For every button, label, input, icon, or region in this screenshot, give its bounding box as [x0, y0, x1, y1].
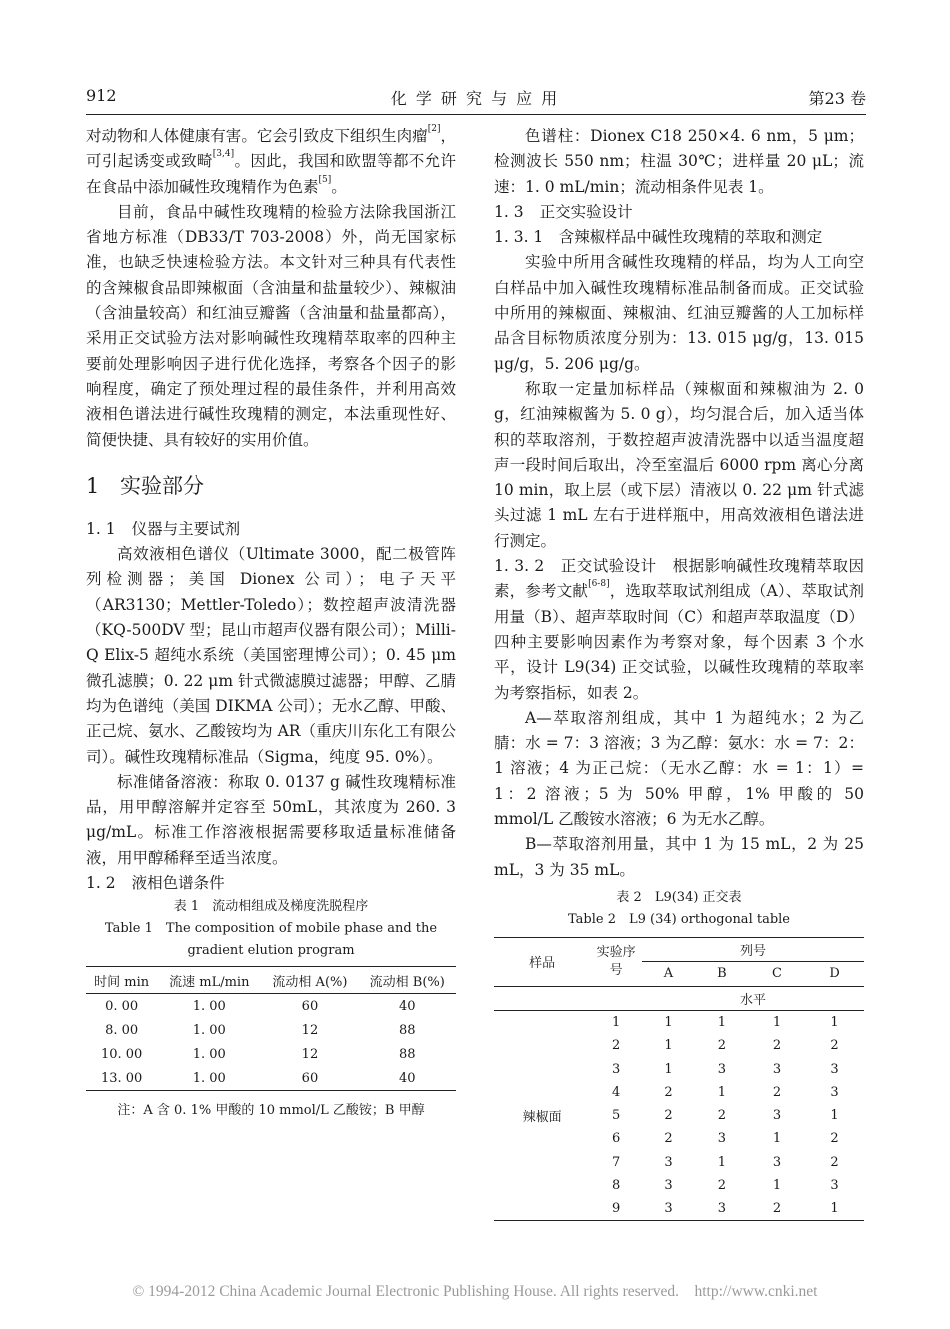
section-heading-1-2: 1. 2 液相色谱条件 — [86, 874, 225, 893]
table2-header-exp: 实验序号 — [590, 937, 642, 986]
table2-header-cols: 列号 — [642, 937, 864, 961]
table-cell: 3 — [717, 1131, 727, 1147]
table2-caption-en: Table 2 L9 (34) orthogonal table — [567, 911, 791, 927]
table-row — [494, 1010, 864, 1034]
table-cell: 9 — [611, 1201, 621, 1217]
table-cell: 3 — [717, 1201, 727, 1217]
table-cell: 1 — [772, 1014, 782, 1030]
table-cell: 2 — [664, 1084, 673, 1100]
header-rule — [86, 114, 866, 115]
table-cell: 40 — [399, 998, 416, 1014]
table-cell: 1 — [611, 1014, 621, 1030]
table-cell: 3 — [664, 1178, 673, 1194]
table-cell: 1 — [772, 1131, 782, 1147]
sample-prep-paragraph: 实验中所用含碱性玫瑰精的样品，均为人工向空白样品中加入碱性玫瑰精标准品制备而成。正交试验中所用的辣椒面、辣椒油、红油豆瓣酱的人工加标样品含目标物质浓度分别为：13. 015 μg/g，13. 015 μg/g，5. 206 μg/g。 — [494, 253, 864, 373]
table-row — [86, 994, 456, 1019]
table-cell: 3 — [611, 1061, 621, 1077]
table-cell: 13. 00 — [100, 1070, 143, 1086]
table-cell: 1 — [664, 1038, 673, 1054]
orthogonal-design-paragraph: 1. 3. 2 正交试验设计 根据影响碱性玫瑰精萃取因素，参考文献[6-8]，选取萃取试剂组成（A）、萃取试剂用量（B）、超声萃取时间（C）和超声萃取温度（D）四种主要影响因素作为考察对象，每个因素 3 个水平，设计 L9(34) 正交试验，以碱性玫瑰精的萃取率为考察指标，如表 2。 — [494, 557, 864, 702]
table-cell: 3 — [772, 1061, 782, 1077]
table1-caption-en: Table 1 The composition of mobile phase and the gradient elution program — [104, 921, 438, 959]
volume-label: 第23 卷 — [808, 89, 866, 108]
table-cell: 3 — [772, 1154, 782, 1170]
table-cell: 2 — [830, 1038, 839, 1054]
table-cell: 2 — [664, 1108, 673, 1124]
table-cell: 8. 00 — [105, 1022, 139, 1038]
table1-header: 时间 min — [86, 967, 157, 994]
section-heading-1-1: 1. 1 仪器与主要试剂 — [86, 519, 241, 538]
table2-header-letter: B — [717, 966, 727, 982]
standard-solution-paragraph: 标准储备溶液：称取 0. 0137 g 碱性玫瑰精标准品，用甲醇溶解并定容至 50mL，其浓度为 260. 3 μg/mL。标准工作溶液根据需要移取适量标准储备液，用甲醇稀释至适当浓度。 — [86, 772, 456, 867]
table-cell: 8 — [611, 1178, 621, 1194]
table1-note: 注：A 含 0. 1% 甲酸的 10 mmol/L 乙酸铵；B 甲醇 — [117, 1103, 425, 1119]
chromatography-paragraph: 色谱柱：Dionex C18 250×4. 6 nm，5 μm；检测波长 550 nm；柱温 30℃；进样量 20 μL；流速：1. 0 mL/min；流动相条件见表 1。 — [494, 127, 864, 196]
table-cell: 1 — [717, 1154, 727, 1170]
table1-header: 流速 mL/min — [157, 967, 261, 994]
factor-b-paragraph: B—萃取溶剂用量，其中 1 为 15 mL，2 为 25 mL，3 为 35 mL。 — [494, 835, 864, 879]
table-cell: 60 — [301, 1070, 319, 1086]
table2 — [494, 937, 864, 1222]
table-cell: 1 — [772, 1178, 782, 1194]
table-row — [86, 1042, 456, 1066]
table-cell: 2 — [772, 1084, 782, 1100]
table-cell: 1 — [664, 1061, 673, 1077]
table-cell: 3 — [830, 1061, 839, 1077]
table-cell: 3 — [664, 1201, 673, 1217]
table1-caption-cn: 表 1 流动相组成及梯度洗脱程序 — [173, 899, 369, 915]
page-number: 912 — [86, 86, 117, 105]
intro-paragraph-1: 对动物和人体健康有害。它会引致皮下组织生肉瘤[2]，可引起诱变或致畸[3,4]。因此，我国和欧盟等都不允许在食品中添加碱性玫瑰精作为色素[5]。 — [86, 124, 456, 196]
table-cell: 60 — [301, 998, 319, 1014]
table1-header: 流动相 B(%) — [359, 967, 456, 994]
table2-header-letter: C — [772, 966, 782, 982]
section-heading-1-3: 1. 3 正交实验设计 — [494, 202, 633, 221]
table-cell: 1 — [717, 1084, 727, 1100]
table-cell: 1. 00 — [192, 998, 226, 1014]
extraction-paragraph: 称取一定量加标样品（辣椒面和辣椒油为 2. 0 g，红油辣椒酱为 5. 0 g），均匀混合后，加入适当体积的萃取溶剂，于数控超声波清洗器中以适当温度超声一段时间后取出，冷至室温后 6000 rpm 离心分离 10 min，取上层（或下层）清液以 0. 22 μm 针式滤头过滤 1 mL 左右于进样瓶中，用高效液相色谱法进行测定。 — [494, 379, 864, 550]
table2-header-letter: D — [829, 966, 840, 982]
instruments-paragraph: 高效液相色谱仪（Ultimate 3000，配二极管阵列检测器；美国 Dionex 公司）；电子天平（AR3130；Mettler-Toledo）；数控超声波清洗器（KQ-500DV 型；昆山市超声仪器有限公司）；Milli-Q Elix-5 超纯水系统（美国密理博公司）；0. 45 μm 微孔滤膜；0. 22 μm 针式微滤膜过滤器；甲醇、乙腈均为色谱纯（美国 DIKMA 公司）；无水乙醇、甲酸、正己烷、氨水、乙酸铵均为 AR（重庆川东化工有限公司）。碱性玫瑰精标准品（Sigma，纯度 95. 0%）。 — [86, 545, 456, 766]
table2-sample-name: 辣椒面 — [522, 1110, 562, 1126]
table-cell: 1. 00 — [192, 1022, 226, 1038]
table-cell: 2 — [717, 1108, 727, 1124]
table1-header: 流动相 A(%) — [261, 967, 358, 994]
table-cell: 2 — [717, 1178, 727, 1194]
table-cell: 1 — [830, 1201, 839, 1217]
table-cell: 1 — [830, 1014, 839, 1030]
table-cell: 3 — [717, 1061, 727, 1077]
table-row — [86, 1018, 456, 1042]
table-cell: 2 — [772, 1201, 782, 1217]
table1 — [86, 966, 456, 1091]
table-cell: 1. 00 — [192, 1070, 226, 1086]
left-column — [86, 124, 456, 1118]
table-cell: 1 — [664, 1014, 673, 1030]
table-cell: 40 — [399, 1070, 416, 1086]
table-cell: 88 — [399, 1022, 416, 1038]
table-cell: 1 — [717, 1014, 727, 1030]
section-heading-1-3-1: 1. 3. 1 含辣椒样品中碱性玫瑰精的萃取和测定 — [494, 228, 823, 247]
table-cell: 2 — [830, 1154, 839, 1170]
table-cell: 2 — [664, 1131, 673, 1147]
table-cell: 2 — [772, 1038, 782, 1054]
table-cell: 3 — [664, 1154, 673, 1170]
table-cell: 4 — [611, 1084, 621, 1100]
table-cell: 2 — [611, 1038, 621, 1054]
journal-title: 化 学 研 究 与 应 用 — [390, 89, 560, 108]
table-cell: 3 — [830, 1084, 839, 1100]
table-row — [86, 1066, 456, 1091]
table-cell: 3 — [830, 1178, 839, 1194]
factor-a-paragraph: A—萃取溶剂组成，其中 1 为超纯水；2 为乙腈：水 = 7：3 溶液；3 为乙醇：氨水：水 = 7：2：1 溶液；4 为正己烷：（无水乙醇：水 = 1：1）= 1：2 溶液；5 为 50% 甲醇，1% 甲酸的 50 mmol/L 乙酸铵水溶液；6 为无水乙醇。 — [494, 708, 864, 829]
table2-header-level: 水平 — [642, 986, 864, 1010]
table2-header-letter: A — [663, 966, 674, 982]
table-cell: 12 — [301, 1022, 319, 1038]
right-column — [494, 124, 864, 1221]
table-cell: 2 — [717, 1038, 727, 1054]
table-cell: 3 — [772, 1108, 782, 1124]
table-cell: 5 — [611, 1108, 621, 1124]
table2-caption-cn: 表 2 L9(34) 正交表 — [616, 889, 742, 905]
intro-paragraph-2: 目前，食品中碱性玫瑰精的检验方法除我国浙江省地方标准（DB33/T 703-2008）外，尚无国家标准，也缺乏快速检验方法。本文针对三种具有代表性的含辣椒食品即辣椒面（含油量和盐量较少）、辣椒油（含油量较高）和红油豆瓣酱（含油量和盐量都高），采用正交试验方法对影响碱性玫瑰精萃取率的四种主要前处理影响因子进行优化选择，考察各个因子的影响程度，确定了预处理过程的最佳条件，并利用高效液相色谱法进行碱性玫瑰精的测定，本法重现性好、简便快捷、具有较好的实用价值。 — [86, 202, 456, 449]
table-cell: 10. 00 — [100, 1046, 143, 1062]
section-heading-1: 1 实验部分 — [86, 473, 204, 498]
table-cell: 0. 00 — [105, 998, 139, 1014]
copyright-footer: © 1994-2012 China Academic Journal Electronic Publishing House. All rights reserved. http://www.cnki.net — [132, 1283, 818, 1300]
table-cell: 1 — [830, 1108, 839, 1124]
table-cell: 2 — [830, 1131, 839, 1147]
table-cell: 12 — [301, 1046, 319, 1062]
table-cell: 1. 00 — [192, 1046, 226, 1062]
table2-header-sample: 样品 — [494, 937, 590, 986]
table-cell: 7 — [611, 1154, 621, 1170]
table-cell: 88 — [399, 1046, 416, 1062]
table-cell: 6 — [611, 1131, 621, 1147]
